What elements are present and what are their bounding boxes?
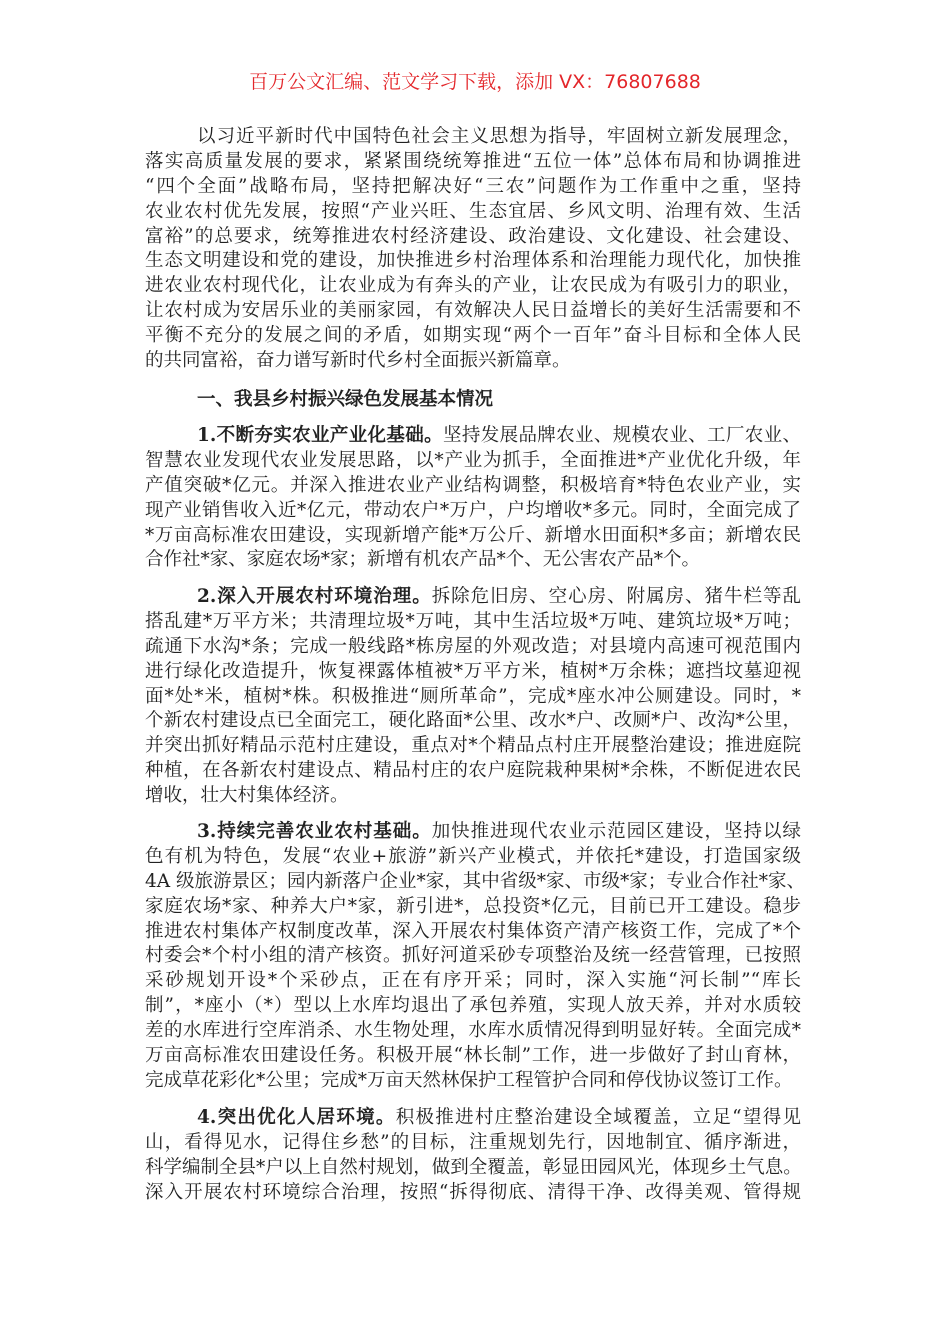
- intro-paragraph: [145, 125, 801, 374]
- text-line: [145, 1106, 801, 1131]
- text-line: 个新农村建设点已全面完工，硬化路面*公里、改水*户、改厕*户、改沟*公里，: [145, 710, 801, 732]
- text-line: 产值突破*亿元。并深入推进农业产业结构调整，积极培育*特色农业产业，实: [145, 474, 801, 496]
- text-line: 生态文明建设和党的建设，加快推进乡村治理体系和治理能力现代化，加快推: [145, 250, 801, 272]
- text-line: 深入开展农村环境综合治理，按照“拆得彻底、清得干净、改得美观、管得规: [145, 1181, 801, 1203]
- text-line: 平衡不充分的发展之间的矛盾，如期实现“两个一百年”奋斗目标和全体人民: [145, 325, 801, 347]
- text-line: 万亩高标准农田建设任务。积极开展“林长制”工作，进一步做好了封山育林，: [145, 1045, 801, 1067]
- text-line: 差的水库进行空库消杀、水生物处理，水库水质情况得到明显好转。全面完成*: [145, 1020, 801, 1042]
- section-2-paragraph: [145, 585, 801, 809]
- text-line: 制”，*座小（*）型以上水库均退出了承包养殖，实现人放天养，并对水质较: [145, 995, 801, 1017]
- text-line: “四个全面”战略布局，坚持把解决好“三农”问题作为工作重中之重，坚持: [145, 175, 801, 197]
- text-line: [145, 585, 801, 610]
- text-line: 进农业农村现代化，让农业成为有奔头的产业，让农民成为有吸引力的职业，: [145, 275, 801, 297]
- text-line: 村委会*个村小组的清产核资。抓好河道采砂专项整治及统一经营管理，已按照: [145, 945, 801, 967]
- text-line: 以习近平新时代中国特色社会主义思想为指导，牢固树立新发展理念，: [197, 126, 801, 147]
- text-line: 农业农村优先发展，按照“产业兴旺、生态宜居、乡风文明、治理有效、生活: [145, 200, 801, 222]
- text-line: [145, 424, 801, 449]
- watermark-banner: 百万公文汇编、范文学习下载，添加 VX：76807688: [249, 71, 701, 93]
- text-line: 富裕”的总要求，统筹推进农村经济建设、政治建设、文化建设、社会建设、: [145, 225, 801, 247]
- text-run: 积极推进村庄整治建设全域覆盖，立足“望得见: [395, 1107, 801, 1128]
- text-line: 种植，在各新农村建设点、精品村庄的农户庭院栽种果树*余株，不断促进农民: [145, 760, 801, 782]
- text-line: 采砂规划开设*个采砂点，正在有序开采；同时，深入实施“河长制”“库长: [145, 970, 801, 992]
- text-line: 山，看得见水，记得住乡愁”的目标，注重规划先行，因地制宜、循序渐进，: [145, 1131, 801, 1153]
- text-line: 的共同富裕，奋力谱写新时代乡村全面振兴新篇章。: [145, 350, 571, 372]
- section-3-paragraph: [145, 820, 806, 1094]
- text-run: 拆除危旧房、空心房、附属房、猪牛栏等乱: [431, 586, 801, 607]
- text-line: 疏通下水沟*条；完成一般线路*栋房屋的外观改造；对县境内高速可视范围内: [145, 635, 801, 657]
- text-run: 加快推进现代农业示范园区建设，坚持以绿: [431, 821, 801, 842]
- text-line: 进行绿化改造提升，恢复裸露体植被*万平方米，植树*万余株；遮挡坟墓迎视: [145, 660, 801, 682]
- text-line: 搭乱建*万平方米；共清理垃圾*万吨，其中生活垃圾*万吨、建筑垃圾*万吨；: [145, 610, 801, 632]
- text-line: 色有机为特色，发展“农业+旅游”新兴产业模式，并依托*建设，打造国家级: [145, 845, 801, 867]
- section-4-paragraph: [145, 1106, 801, 1206]
- section-1-paragraph: [145, 424, 801, 573]
- text-line: 增收，壮大村集体经济。: [145, 785, 349, 807]
- section-lead-title: 3.持续完善农业农村基础。: [197, 821, 432, 842]
- text-run: 坚持发展品牌农业、规模农业、工厂农业、: [443, 425, 801, 446]
- section-heading: 一、我县乡村振兴绿色发展基本情况: [197, 389, 494, 410]
- section-lead-title: 1.不断夯实农业产业化基础。: [197, 425, 443, 446]
- text-line: 合作社*家、家庭农场*家；新增有机农产品*个、无公害农产品*个。: [145, 549, 701, 571]
- section-lead-title: 4.突出优化人居环境。: [197, 1107, 396, 1128]
- text-line: 并突出抓好精品示范村庄建设，重点对*个精品点村庄开展整治建设；推进庭院: [145, 735, 801, 757]
- text-line: 推进农村集体产权制度改革，深入开展农村集体资产清产核资工作，完成了*个: [145, 920, 801, 942]
- text-line: 让农村成为安居乐业的美丽家园，有效解决人民日益增长的美好生活需要和不: [145, 300, 801, 322]
- text-line: 4A 级旅游景区；园内新落户企业*家，其中省级*家、市级*家；专业合作社*家、: [145, 870, 806, 892]
- text-line: 面*处*米，植树*株。积极推进“厕所革命”，完成*座水冲公厕建设。同时，*: [145, 685, 801, 707]
- text-line: 科学编制全县*户以上自然村规划，做到全覆盖，彰显田园风光，体现乡土气息。: [145, 1156, 802, 1178]
- text-line: [145, 820, 801, 845]
- section-lead-title: 2.深入开展农村环境治理。: [197, 586, 432, 607]
- text-line: 落实高质量发展的要求，紧紧围绕统筹推进“五位一体”总体布局和协调推进: [145, 150, 801, 172]
- text-line: 现产业销售收入近*亿元，带动农户*万户，户均增收*多元。同时，全面完成了: [145, 499, 801, 521]
- text-line: 智慧农业发现代农业发展思路，以*产业为抓手，全面推进*产业优化升级，年: [145, 449, 801, 471]
- text-line: *万亩高标准农田建设，实现新增产能*万公斤、新增水田面积*多亩；新增农民: [145, 524, 801, 546]
- text-line: 家庭农场*家、种养大户*家，新引进*，总投资*亿元，目前已开工建设。稳步: [145, 895, 801, 917]
- text-line: 完成草花彩化*公里；完成*万亩天然林保护工程管护合同和停伐协议签订工作。: [145, 1069, 793, 1091]
